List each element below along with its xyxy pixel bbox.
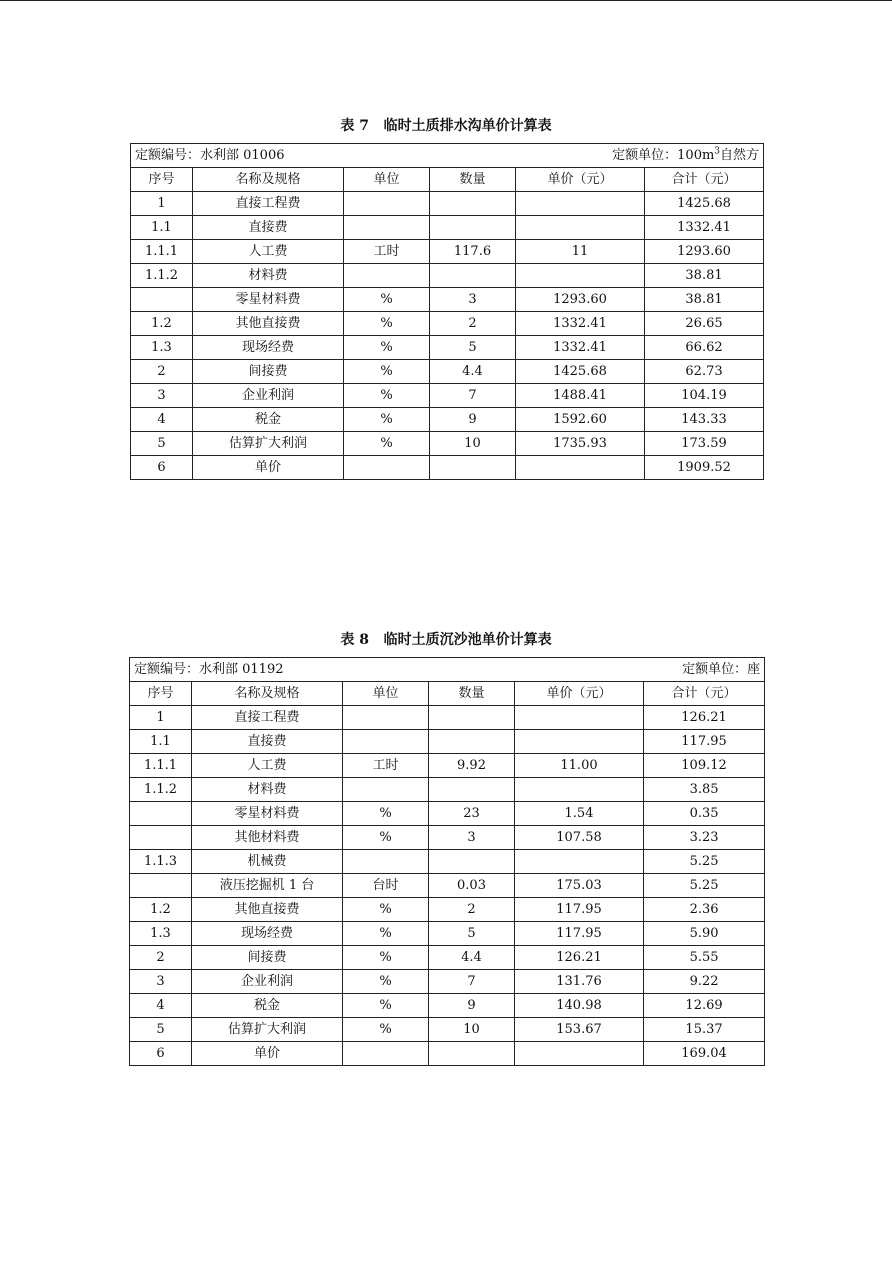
header-cell: 序号	[130, 682, 192, 706]
header-cell: 单价（元）	[515, 682, 644, 706]
table-cell	[515, 850, 644, 874]
table-row	[131, 240, 764, 264]
table-cell: %	[344, 432, 430, 456]
table-cell: 1.1.1	[131, 240, 193, 264]
header-cell: 名称及规格	[192, 682, 343, 706]
table-cell: %	[343, 922, 429, 946]
table-cell: %	[344, 288, 430, 312]
table-cell: 液压挖掘机 1 台	[192, 874, 343, 898]
table-cell: 153.67	[515, 1018, 644, 1042]
table-cell: %	[344, 336, 430, 360]
table-cell: 0.03	[429, 874, 515, 898]
table-row	[130, 778, 765, 802]
table-cell: 38.81	[645, 288, 764, 312]
table-row	[131, 216, 764, 240]
table-cell: 12.69	[644, 994, 765, 1018]
table-cell: 7	[429, 970, 515, 994]
table-cell: 3	[430, 288, 516, 312]
table-cell: 4	[131, 408, 193, 432]
header-cell: 数量	[430, 168, 516, 192]
table-7-body	[131, 144, 764, 480]
table-cell	[430, 456, 516, 480]
table-cell: %	[343, 994, 429, 1018]
table-cell: 140.98	[515, 994, 644, 1018]
table-cell	[343, 778, 429, 802]
table-cell: 117.6	[430, 240, 516, 264]
table-row	[131, 360, 764, 384]
table-cell: %	[343, 826, 429, 850]
table-7-meta-cell	[131, 144, 764, 168]
table-cell: 5.55	[644, 946, 765, 970]
header-cell: 序号	[131, 168, 193, 192]
table-cell: 66.62	[645, 336, 764, 360]
table-cell: %	[343, 1018, 429, 1042]
table-cell: 3.85	[644, 778, 765, 802]
table-row	[130, 898, 765, 922]
table-cell: 173.59	[645, 432, 764, 456]
table-cell: 1735.93	[516, 432, 645, 456]
table-cell	[515, 778, 644, 802]
table-cell: 其他材料费	[192, 826, 343, 850]
table-row	[131, 288, 764, 312]
table-cell: 材料费	[192, 778, 343, 802]
table-cell	[429, 730, 515, 754]
table-cell: 零星材料费	[192, 802, 343, 826]
table-cell: 人工费	[192, 754, 343, 778]
table-cell: 2	[130, 946, 192, 970]
table-cell: 1293.60	[516, 288, 645, 312]
table-cell: %	[344, 312, 430, 336]
table-cell: 5.25	[644, 850, 765, 874]
table-cell: 2	[131, 360, 193, 384]
table-row	[130, 730, 765, 754]
table-cell: 直接费	[192, 730, 343, 754]
table-8-meta-row	[130, 658, 765, 682]
header-cell: 名称及规格	[193, 168, 344, 192]
table-row	[130, 850, 765, 874]
table-cell: 1	[130, 706, 192, 730]
table-cell: 4.4	[430, 360, 516, 384]
table-cell	[516, 192, 645, 216]
table-cell: 4.4	[429, 946, 515, 970]
table-cell: 其他直接费	[192, 898, 343, 922]
table-cell: 机械费	[192, 850, 343, 874]
table-cell	[515, 1042, 644, 1066]
table-8-body	[130, 658, 765, 1066]
table-cell: 5	[131, 432, 193, 456]
table-cell: 税金	[193, 408, 344, 432]
table-cell: 1332.41	[645, 216, 764, 240]
table-cell: 1.2	[130, 898, 192, 922]
table-row	[131, 384, 764, 408]
table-cell: 107.58	[515, 826, 644, 850]
table-cell: %	[344, 360, 430, 384]
table-8-meta-cell	[130, 658, 765, 682]
table-cell: 人工费	[193, 240, 344, 264]
table-cell: 9	[429, 994, 515, 1018]
table-cell: 1.3	[131, 336, 193, 360]
table-7	[130, 143, 764, 480]
table-cell: 5	[130, 1018, 192, 1042]
quota-unit-superscript: 3	[714, 146, 721, 157]
table-cell: 2	[429, 898, 515, 922]
table-cell: 2.36	[644, 898, 765, 922]
table-row	[130, 1018, 765, 1042]
table-cell: 5.90	[644, 922, 765, 946]
table-cell: %	[344, 384, 430, 408]
table-row	[130, 754, 765, 778]
table-7-caption: 表 7 临时土质排水沟单价计算表	[340, 118, 552, 134]
table-row	[130, 874, 765, 898]
table-7-meta-row	[131, 144, 764, 168]
table-cell: 9.92	[429, 754, 515, 778]
table-cell: 1.1	[130, 730, 192, 754]
table-cell: 1332.41	[516, 312, 645, 336]
table-cell: 7	[430, 384, 516, 408]
table-cell: 3	[429, 826, 515, 850]
table-cell	[429, 778, 515, 802]
table-cell: 117.95	[515, 898, 644, 922]
table-cell: %	[343, 946, 429, 970]
table-cell: 1592.60	[516, 408, 645, 432]
table-cell: 1.2	[131, 312, 193, 336]
table-cell: 26.65	[645, 312, 764, 336]
table-cell: 0.35	[644, 802, 765, 826]
quota-unit-suffix: 自然方	[720, 148, 760, 163]
table-8-header-row	[130, 682, 765, 706]
table-cell: 175.03	[515, 874, 644, 898]
table-cell: 1488.41	[516, 384, 645, 408]
table-cell: 169.04	[644, 1042, 765, 1066]
table-cell: 23	[429, 802, 515, 826]
table-cell: 1909.52	[645, 456, 764, 480]
table-cell	[343, 706, 429, 730]
table-row	[130, 922, 765, 946]
table-cell: %	[344, 408, 430, 432]
table-cell: 5.25	[644, 874, 765, 898]
table-cell: 9.22	[644, 970, 765, 994]
table-cell: 104.19	[645, 384, 764, 408]
table-cell	[343, 1042, 429, 1066]
table-cell: 直接工程费	[193, 192, 344, 216]
table-row	[131, 264, 764, 288]
table-row	[131, 336, 764, 360]
table-row	[130, 826, 765, 850]
table-cell: 单价	[192, 1042, 343, 1066]
table-cell: 5	[430, 336, 516, 360]
table-cell: 1.1.2	[131, 264, 193, 288]
table-cell: 11.00	[515, 754, 644, 778]
table-row	[131, 312, 764, 336]
table-cell: 现场经费	[193, 336, 344, 360]
table-cell: 6	[130, 1042, 192, 1066]
quota-unit: 定额单位：座	[682, 662, 761, 677]
table-cell: 2	[430, 312, 516, 336]
table-cell: 直接费	[193, 216, 344, 240]
header-cell: 单位	[344, 168, 430, 192]
table-cell: 62.73	[645, 360, 764, 384]
table-row	[130, 1042, 765, 1066]
table-cell	[343, 730, 429, 754]
table-cell: 117.95	[515, 922, 644, 946]
table-row	[130, 946, 765, 970]
table-cell: 10	[430, 432, 516, 456]
header-cell: 单位	[343, 682, 429, 706]
table-cell	[429, 1042, 515, 1066]
table-cell: 1	[131, 192, 193, 216]
table-row	[131, 408, 764, 432]
table-cell	[130, 802, 192, 826]
table-cell	[131, 288, 193, 312]
table-8	[129, 657, 765, 1066]
table-cell	[344, 192, 430, 216]
quota-number: 定额编号：水利部 01192	[134, 662, 284, 677]
table-cell	[516, 264, 645, 288]
table-cell: 1425.68	[516, 360, 645, 384]
table-cell: 4	[130, 994, 192, 1018]
quota-unit-prefix: 定额单位：100m	[612, 148, 715, 163]
top-border-rule	[0, 0, 892, 1]
table-cell: 126.21	[644, 706, 765, 730]
table-cell	[516, 216, 645, 240]
table-cell: 估算扩大利润	[193, 432, 344, 456]
table-row	[130, 706, 765, 730]
table-cell	[430, 192, 516, 216]
table-cell: 131.76	[515, 970, 644, 994]
table-cell: 零星材料费	[193, 288, 344, 312]
table-cell: 间接费	[192, 946, 343, 970]
table-row	[130, 994, 765, 1018]
table-cell: 9	[430, 408, 516, 432]
header-cell: 单价（元）	[516, 168, 645, 192]
table-cell	[430, 216, 516, 240]
table-cell: %	[343, 970, 429, 994]
table-cell	[344, 456, 430, 480]
table-cell: 现场经费	[192, 922, 343, 946]
table-cell: 1.1.1	[130, 754, 192, 778]
table-cell: 11	[516, 240, 645, 264]
table-cell: 1293.60	[645, 240, 764, 264]
table-cell: 企业利润	[192, 970, 343, 994]
table-cell: 其他直接费	[193, 312, 344, 336]
header-cell: 数量	[429, 682, 515, 706]
quota-unit	[612, 144, 759, 167]
header-cell: 合计（元）	[644, 682, 765, 706]
table-cell	[343, 850, 429, 874]
table-cell: 117.95	[644, 730, 765, 754]
table-cell: 1.54	[515, 802, 644, 826]
table-cell: 税金	[192, 994, 343, 1018]
table-cell: 126.21	[515, 946, 644, 970]
table-cell: 材料费	[193, 264, 344, 288]
table-cell: 间接费	[193, 360, 344, 384]
table-cell: 3	[130, 970, 192, 994]
table-cell: 1425.68	[645, 192, 764, 216]
table-row	[131, 432, 764, 456]
table-cell: 6	[131, 456, 193, 480]
table-cell: 3	[131, 384, 193, 408]
table-cell: 台时	[343, 874, 429, 898]
table-row	[131, 456, 764, 480]
table-cell: 工时	[343, 754, 429, 778]
table-cell: 估算扩大利润	[192, 1018, 343, 1042]
table-cell	[429, 706, 515, 730]
table-cell: 1.3	[130, 922, 192, 946]
table-cell: 1.1.3	[130, 850, 192, 874]
table-cell: %	[343, 802, 429, 826]
table-cell: 10	[429, 1018, 515, 1042]
table-cell	[130, 874, 192, 898]
table-cell: 143.33	[645, 408, 764, 432]
table-cell	[429, 850, 515, 874]
table-row	[131, 192, 764, 216]
table-cell: %	[343, 898, 429, 922]
table-row	[130, 970, 765, 994]
table-cell	[344, 216, 430, 240]
table-cell	[516, 456, 645, 480]
table-cell: 5	[429, 922, 515, 946]
table-cell	[515, 730, 644, 754]
table-cell	[515, 706, 644, 730]
table-cell: 3.23	[644, 826, 765, 850]
quota-number: 定额编号：水利部 01006	[135, 148, 285, 163]
table-cell	[430, 264, 516, 288]
table-cell	[130, 826, 192, 850]
table-cell: 109.12	[644, 754, 765, 778]
table-cell	[344, 264, 430, 288]
table-cell: 工时	[344, 240, 430, 264]
table-cell: 单价	[193, 456, 344, 480]
table-cell: 38.81	[645, 264, 764, 288]
table-cell: 直接工程费	[192, 706, 343, 730]
table-8-caption: 表 8 临时土质沉沙池单价计算表	[340, 632, 552, 648]
table-cell: 1332.41	[516, 336, 645, 360]
table-cell: 15.37	[644, 1018, 765, 1042]
table-cell: 1.1	[131, 216, 193, 240]
table-cell: 企业利润	[193, 384, 344, 408]
table-row	[130, 802, 765, 826]
table-7-header-row	[131, 168, 764, 192]
header-cell: 合计（元）	[645, 168, 764, 192]
table-cell: 1.1.2	[130, 778, 192, 802]
